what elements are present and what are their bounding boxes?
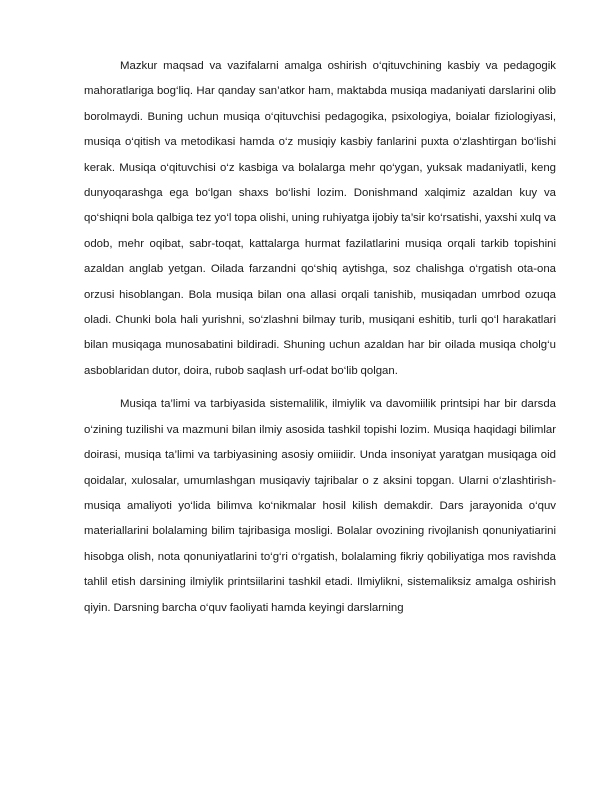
paragraph-2: Musiqa ta’limi va tarbiyasida sistemalilik, ilmiylik va davomiilik printsipi har bir darsda o‘zining tuzilishi va mazmuni bilan ilmiy asosida tashkil topishi lozim. Musiqa haqidagi bilimlar doirasi, musiqa ta’limi va tarbiyasining asosiy omiiidir. Unda insoniyat yaratgan musiqaga oid qoidalar, xulosalar, umumlashgan musiqaviy tajribalar o z aksini topgan. Ularni o‘zlashtirish-musiqa amaliyoti yo‘lida bilimva ko‘nikmalar hosil kilish demakdir. Dars jarayonida o‘quv materiallarini bolalaming bilim tajribasiga mosligi. Bolalar ovozining rivojlanish qonuniyatiarini hisobga olish, nota qonuniyatlarini to‘g‘ri o‘rgatish, bolalaming fikriy qobiliyatiga mos ravishda tahlil etish darsining ilmiylik printsiilarini tashkil etadi. Ilmiylikni, sistemaliksiz amalga oshirish qiyin. Darsning barcha o‘quv faoliyati hamda keyingi darslarning: [84, 398, 556, 614]
paragraph-1: Mazkur maqsad va vazifalarni amalga oshirish o‘qituvchining kasbiy va pedagogik mahoratlariga bog‘liq. Har qanday san’atkor ham, maktabda musiqa madaniyati darslarini olib borolmaydi. Buning uchun musiqa o‘qituvchisi pedagogika, psixologiya, boialar fiziologiyasi, musiqa o‘qitish va metodikasi hamda o‘z musiqiy kasbiy fanlarini puxta o‘zlashtirgan bo‘lishi kerak. Musiqa o‘qituvchisi o‘z kasbiga va bolalarga mehr qo‘ygan, yuksak madaniyatli, keng dunyoqarashga ega bo‘lgan shaxs bo‘lishi lozim. Donishmand xalqimiz azaldan kuy va qo‘shiqni bola qalbiga tez yo‘l topa olishi, uning ruhiyatga ijobiy ta’sir ko‘rsatishi, yaxshi xulq va odob, mehr oqibat, sabr-toqat, kattalarga hurmat fazilatlarini musiqa orqali tarkib topishini azaldan anglab yetgan. Oilada farzandni qo‘shiq aytishga, soz chalishga o‘rgatish ota-ona orzusi hisoblangan. Bola musiqa bilan ona allasi orqali tanishib, musiqadan umrbod ozuqa oladi. Chunki bola hali yurishni, so‘zlashni bilmay turib, musiqani eshitib, turli qo‘l harakatlari bilan musiqaga munosabatini bildiradi. Shuning uchun azaldan har bir oilada musiqa cholg‘u asboblaridan dutor, doira, rubob saqlash urf-odat bo‘lib qolgan.: [84, 60, 556, 377]
document-body: [84, 54, 556, 621]
